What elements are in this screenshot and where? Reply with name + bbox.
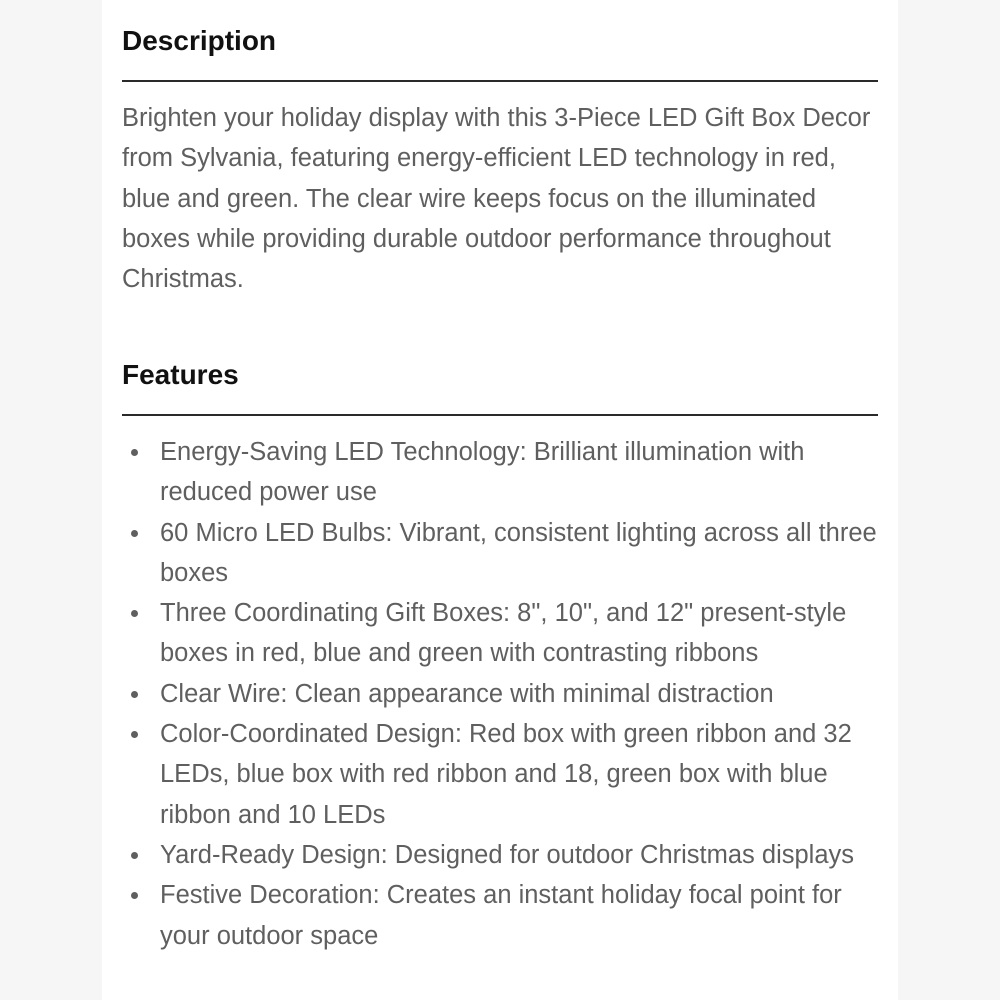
bullet-icon (131, 530, 138, 537)
feature-item (160, 593, 884, 674)
feature-text: Yard-Ready Design: Designed for outdoor Christmas displays (160, 840, 855, 869)
product-details-panel (102, 0, 898, 1000)
feature-text: Clear Wire: Clean appearance with minimal distraction (160, 679, 774, 708)
feature-item (160, 432, 884, 513)
feature-text: Festive Decoration: Creates an instant holiday focal point for your outdoor space (160, 881, 842, 950)
features-list (122, 432, 884, 956)
feature-item (160, 835, 884, 875)
feature-item (160, 513, 884, 594)
bullet-icon (131, 852, 138, 859)
bullet-icon (131, 449, 138, 456)
feature-item (160, 714, 884, 835)
feature-text: 60 Micro LED Bulbs: Vibrant, consistent lighting across all three boxes (160, 518, 877, 587)
features-divider (122, 414, 878, 416)
feature-text: Energy-Saving LED Technology: Brilliant illumination with reduced power use (160, 438, 805, 507)
bullet-icon (131, 892, 138, 899)
feature-text: Color-Coordinated Design: Red box with green ribbon and 32 LEDs, blue box with red ribbon and 18, green box with blue ribbon and 10 LEDs (160, 720, 852, 829)
description-text: Brighten your holiday display with this 3-Piece LED Gift Box Decor from Sylvania, featuring energy-efficient LED technology in red, blue and green. The clear wire keeps focus on the illuminated boxes while providing durable outdoor performance throughout Christmas. (122, 104, 871, 294)
feature-text: Three Coordinating Gift Boxes: 8", 10", and 12" present-style boxes in red, blue and green with contrasting ribbons (160, 599, 847, 668)
bullet-icon (131, 691, 138, 698)
feature-item (160, 674, 884, 714)
description-heading: Description (122, 25, 277, 56)
bullet-icon (131, 731, 138, 738)
bullet-icon (131, 610, 138, 617)
description-divider (122, 80, 878, 82)
feature-item (160, 875, 884, 956)
features-heading: Features (122, 359, 239, 390)
